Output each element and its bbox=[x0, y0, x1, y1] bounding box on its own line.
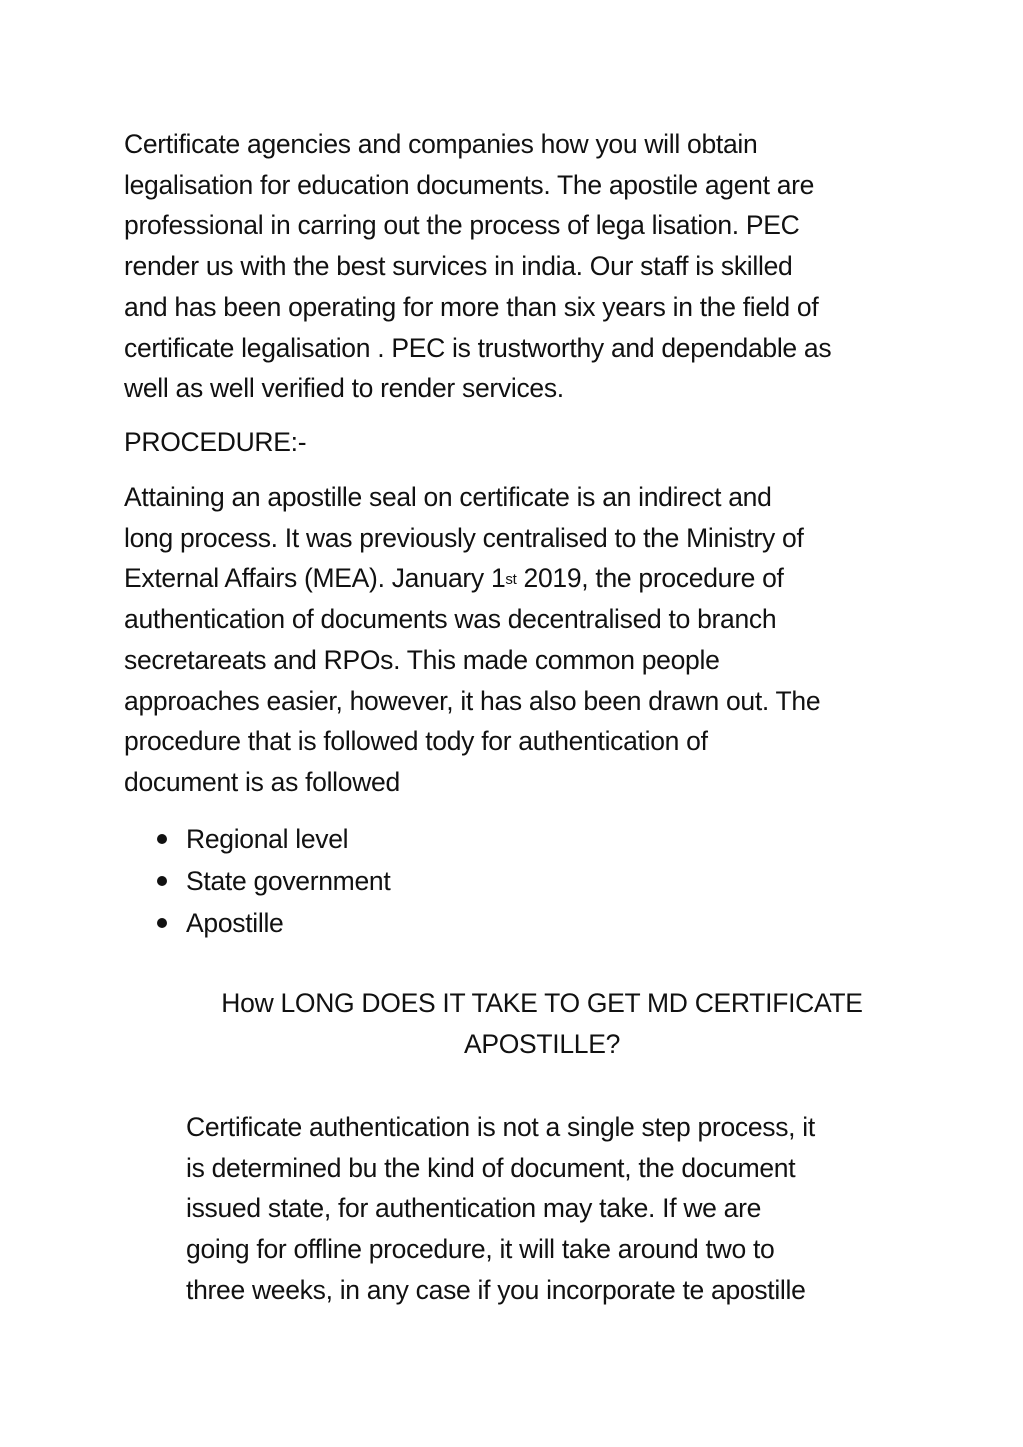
ordinal-superscript: st bbox=[505, 571, 517, 589]
answer-line: is determined bu the kind of document, the document bbox=[186, 1152, 796, 1183]
procedure-heading bbox=[124, 422, 914, 463]
section-heading bbox=[186, 983, 898, 1065]
procedure-heading-text: PROCEDURE:- bbox=[124, 427, 307, 457]
procedure-line-with-date bbox=[124, 558, 914, 599]
procedure-line: Attaining an apostille seal on certificate is an indirect and bbox=[124, 482, 772, 512]
list-item bbox=[155, 860, 390, 902]
list-item bbox=[155, 818, 390, 860]
bullet-icon bbox=[157, 876, 167, 886]
authentication-levels-list bbox=[155, 818, 390, 944]
intro-line: Certificate agencies and companies how you will obtain bbox=[124, 129, 758, 159]
bullet-icon bbox=[157, 918, 167, 928]
procedure-line: secretareats and RPOs. This made common people bbox=[124, 644, 720, 675]
answer-line: Certificate authentication is not a single step process, it bbox=[186, 1112, 815, 1142]
intro-paragraph bbox=[124, 124, 914, 409]
procedure-line-part: External Affairs (MEA). January 1 bbox=[124, 563, 506, 594]
bullet-icon bbox=[157, 834, 167, 844]
list-item bbox=[155, 902, 390, 944]
answer-line: issued state, for authentication may take. If we are bbox=[186, 1193, 762, 1224]
procedure-line: document is as followed bbox=[124, 766, 400, 797]
procedure-line: procedure that is followed tody for authentication of bbox=[124, 726, 708, 757]
intro-line: legalisation for education documents. The apostile agent are bbox=[124, 169, 815, 200]
section-heading-line: APOSTILLE? bbox=[463, 1029, 621, 1059]
answer-line: three weeks, in any case if you incorporate te apostille bbox=[186, 1274, 806, 1305]
procedure-paragraph bbox=[124, 477, 914, 803]
intro-line: professional in carring out the process of lega lisation. PEC bbox=[124, 210, 800, 241]
procedure-line: approaches easier, however, it has also been drawn out. The bbox=[124, 685, 821, 716]
procedure-line: authentication of documents was decentralised to branch bbox=[124, 604, 777, 635]
list-item-label: Regional level bbox=[186, 824, 349, 854]
section-heading-line: How LONG DOES IT TAKE TO GET MD CERTIFICATE bbox=[221, 988, 863, 1018]
answer-line: going for offline procedure, it will take around two to bbox=[186, 1234, 775, 1265]
answer-paragraph bbox=[186, 1107, 906, 1311]
intro-line: well as well verified to render services. bbox=[124, 373, 564, 404]
list-item-label: State government bbox=[186, 866, 391, 896]
intro-line: render us with the best survices in india. Our staff is skilled bbox=[124, 251, 793, 282]
procedure-line: long process. It was previously centralised to the Ministry of bbox=[124, 522, 804, 553]
intro-line: certificate legalisation . PEC is trustworthy and dependable as bbox=[124, 332, 832, 363]
procedure-line-part: 2019, the procedure of bbox=[516, 563, 784, 594]
intro-line: and has been operating for more than six years in the field of bbox=[124, 291, 819, 322]
list-item-label: Apostille bbox=[186, 908, 284, 938]
